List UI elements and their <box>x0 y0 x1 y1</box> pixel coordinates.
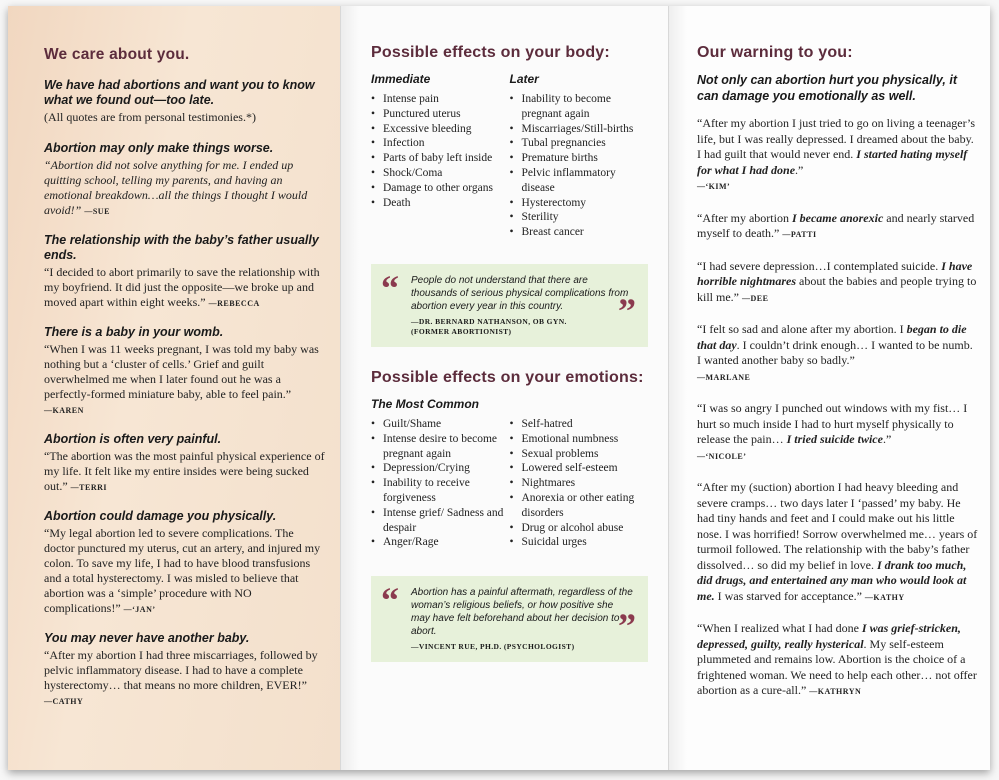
immediate-label: Immediate <box>371 72 431 86</box>
testimony-marlane <box>697 322 978 385</box>
testimony-text: “I had severe depression…I contemplated suicide. <box>697 258 942 273</box>
immediate-column <box>371 72 510 240</box>
list-item: • Emotional numbness <box>510 432 649 447</box>
list-item: • Self-hatred <box>510 417 649 432</box>
list-item: • Nightmares <box>510 476 649 491</box>
testimony-emphasis: I became anorexic <box>791 210 884 225</box>
testimony-text: “After my abortion <box>697 210 792 225</box>
testimony-text: “I was so angry I punched out windows with my fist… I hurt so much inside I had to hurt myself physically to release the pain… <box>697 401 968 446</box>
intro-block <box>44 78 326 125</box>
close-quote-icon: ” <box>618 290 636 331</box>
testimony-kim <box>697 116 978 195</box>
panel-warning <box>668 6 990 770</box>
testimony-patti <box>697 211 978 243</box>
emotions-columns <box>371 417 648 550</box>
emotions-left-column <box>371 417 510 550</box>
testimony-emphasis: I started hating myself for what I had done <box>697 147 968 177</box>
list-item: • Hysterectomy <box>510 196 649 211</box>
testimony-text: “My legal abortion led to severe complications. The doctor punctured my uterus, cut an artery, and injured my colon. To save my life, I had to have blood transfusions and a total hysterectomy. I was misled to believe that abortion was a ‘simple’ procedure with NO complications!” <box>44 526 321 615</box>
section-never <box>44 631 326 709</box>
warning-heading: Our warning to you: <box>697 44 853 61</box>
immediate-list <box>371 92 510 210</box>
testimony-attribution: —‘JAN’ <box>123 605 156 614</box>
quote-text: People do not understand that there are thousands of serious physical complications from abortion every year in this country. <box>411 274 629 312</box>
body-effects-heading: Possible effects on your body: <box>371 44 610 61</box>
quote-source: —VINCENT RUE, PH.D. (PSYCHOLOGIST) <box>411 642 575 652</box>
list-item: • Depression/Crying <box>371 461 510 476</box>
section-father <box>44 233 326 311</box>
later-list <box>510 92 649 240</box>
list-item: • Pelvic inflammatory disease <box>510 166 649 196</box>
list-item: • Guilt/Shame <box>371 417 510 432</box>
section-title: The relationship with the baby’s father usually ends. <box>44 233 319 262</box>
testimony-attribution: —KATHY <box>864 592 905 602</box>
warning-lead: Not only can abortion hurt you physically, it can damage you emotionally as well. <box>697 73 957 103</box>
testimony-text: “After my (suction) abortion I had heavy bleeding and severe cramps… two days later I ‘passed’ my baby. He had tiny hands and feet and I could make out his little nose. I was horrified! Sorrow overwhelmed me… years of turmoil followed. The relationship with the baby’s father dissolved… so did my belief in love. <box>697 480 978 572</box>
testimony-attribution: —PATTI <box>782 230 817 239</box>
testimony-text: “When I realized what I had done <box>697 621 862 635</box>
testimony-attribution: —CATHY <box>44 697 84 706</box>
intro-title: We have had abortions and want you to know what we found out—too late. <box>44 78 315 107</box>
testimony-text-end: and nearly starved myself to death.” <box>697 210 975 240</box>
testimony-emphasis: I drank too much, did drugs, and entertained any man who would look at me. <box>697 557 967 603</box>
section-title: There is a baby in your womb. <box>44 325 224 339</box>
common-label: The Most Common <box>371 396 479 411</box>
list-item: • Punctured uterus <box>371 107 510 122</box>
testimony-attribution: —REBECCA <box>208 299 260 308</box>
list-item: • Drug or alcohol abuse <box>510 521 649 536</box>
testimony-attribution: —SUE <box>84 207 110 216</box>
testimony-text-end: . My self-esteem plummeted and remains low. Abortion is the choice of a frightened woman. We need to help each other… not offer abortion as a cure-all.” <box>697 636 977 697</box>
testimony-text: “After my abortion I just tried to go on living a teenager’s life, but I was really depressed. I dreamed about the baby. I had guilt that would never end. <box>697 116 976 161</box>
testimony-text: “After my abortion I had three miscarriages, followed by pelvic inflammatory disease. I had to have a complete hysterectomy… that means no more children, EVER!” <box>44 648 318 692</box>
list-item: • Inability to receive forgiveness <box>371 476 510 506</box>
list-item: • Sexual problems <box>510 447 649 462</box>
testimony-kathy <box>697 480 978 605</box>
testimony-emphasis: began to die that day <box>697 322 967 352</box>
list-item: • Parts of baby left inside <box>371 151 510 166</box>
quote-text: Abortion has a painful aftermath, regardless of the woman’s religious beliefs, or how positive she may have felt beforehand about her decision to abort. <box>411 587 633 638</box>
quote-source-note: (FORMER ABORTIONIST) <box>411 326 512 336</box>
emotions-heading: Possible effects on your emotions: <box>371 368 644 386</box>
brochure <box>8 6 990 770</box>
testimony-attribution: —‘NICOLE’ <box>697 451 747 461</box>
close-quote-icon: ” <box>618 606 636 647</box>
list-item: • Miscarriages/Still-births <box>510 122 649 137</box>
testimony-attribution: —DEE <box>742 293 769 303</box>
testimony-attribution: —KAREN <box>44 406 84 415</box>
list-item: • Breast cancer <box>510 225 649 240</box>
intro-note: (All quotes are from personal testimonies.*) <box>44 110 256 124</box>
quote-source: —DR. BERNARD NATHANSON, OB GYN. <box>411 316 567 326</box>
list-item: • Infection <box>371 136 510 151</box>
list-item: • Anger/Rage <box>371 535 510 550</box>
testimony-attribution: —TERRI <box>70 483 108 492</box>
panel-we-care <box>8 6 340 770</box>
list-item: • Damage to other organs <box>371 181 510 196</box>
testimony-dee <box>697 259 978 307</box>
list-item: • Shock/Coma <box>371 166 510 181</box>
section-painful <box>44 432 326 495</box>
body-effects-columns <box>371 72 648 240</box>
section-worse <box>44 141 326 219</box>
section-baby <box>44 325 326 418</box>
list-item: • Sterility <box>510 210 649 225</box>
testimony-text-end: I was starved for acceptance.” <box>714 588 862 603</box>
list-item: • Anorexia or other eating disorders <box>510 491 649 521</box>
section-title: Abortion is often very painful. <box>44 432 222 446</box>
nathanson-quote <box>371 264 648 347</box>
testimony-kathryn <box>697 621 978 700</box>
testimony-attribution: —‘KIM’ <box>697 182 731 191</box>
list-item: • Excessive bleeding <box>371 122 510 137</box>
list-item: • Suicidal urges <box>510 535 649 550</box>
testimony-text: “I felt so sad and alone after my abortion. I <box>697 322 907 336</box>
section-title: Abortion could damage you physically. <box>44 509 277 523</box>
testimony-attribution: —MARLANE <box>697 372 751 382</box>
open-quote-icon: “ <box>381 580 399 621</box>
list-item: • Tubal pregnancies <box>510 136 649 151</box>
list-item: • Intense grief/ Sadness and despair <box>371 506 510 536</box>
emotions-right-list <box>510 417 649 550</box>
testimony-text-end: .” <box>882 432 892 446</box>
testimony-text: “The abortion was the most painful physical experience of my life. It felt like my entire insides were being sucked out.” <box>44 449 325 493</box>
testimony-emphasis: I have horrible nightmares <box>697 258 973 288</box>
testimony-attribution: —KATHRYN <box>809 687 862 696</box>
rue-quote <box>371 576 648 662</box>
list-item: • Intense pain <box>371 92 510 107</box>
later-label: Later <box>509 72 539 86</box>
testimony-text-end: . I couldn’t drink enough… I wanted to be numb. I wanted another baby so badly.” <box>697 337 973 367</box>
list-item: • Premature births <box>510 151 649 166</box>
testimony-text: “I decided to abort primarily to save the relationship with my boyfriend. It did just the opposite—we broke up and moved apart within eight weeks.” <box>44 265 320 309</box>
testimony-text-end: .” <box>795 162 804 177</box>
testimony-emphasis: I was grief-stricken, depressed, guilty, really hysterical <box>697 621 961 651</box>
later-column <box>510 72 649 240</box>
list-item: • Intense desire to become pregnant again <box>371 432 510 462</box>
open-quote-icon: “ <box>381 267 399 308</box>
emotions-right-column <box>510 417 649 550</box>
testimony-text-end: about the babies and people trying to kill me.” <box>697 274 977 304</box>
testimony-emphasis: I tried suicide twice <box>786 432 883 446</box>
list-item: • Death <box>371 196 510 211</box>
testimony-nicole <box>697 401 978 464</box>
emotions-left-list <box>371 417 510 550</box>
testimony-text: “When I was 11 weeks pregnant, I was told my baby was nothing but a ‘cluster of cells.’ Grief and guilt overwhelmed me when I later found out he was a perfectly-formed miniature baby, able to feel pain.” <box>44 342 319 401</box>
panel-effects <box>340 6 668 770</box>
list-item: • Lowered self-esteem <box>510 461 649 476</box>
testimony-text: “Abortion did not solve anything for me. I ended up quitting school, telling my parents, and having an emotional breakdown…all the things I thought I would avoid!” <box>44 158 308 217</box>
section-title: You may never have another baby. <box>44 631 250 645</box>
panel1-heading: We care about you. <box>44 46 190 63</box>
section-damage <box>44 509 326 617</box>
list-item: • Inability to become pregnant again <box>510 92 649 122</box>
section-title: Abortion may only make things worse. <box>44 141 274 155</box>
